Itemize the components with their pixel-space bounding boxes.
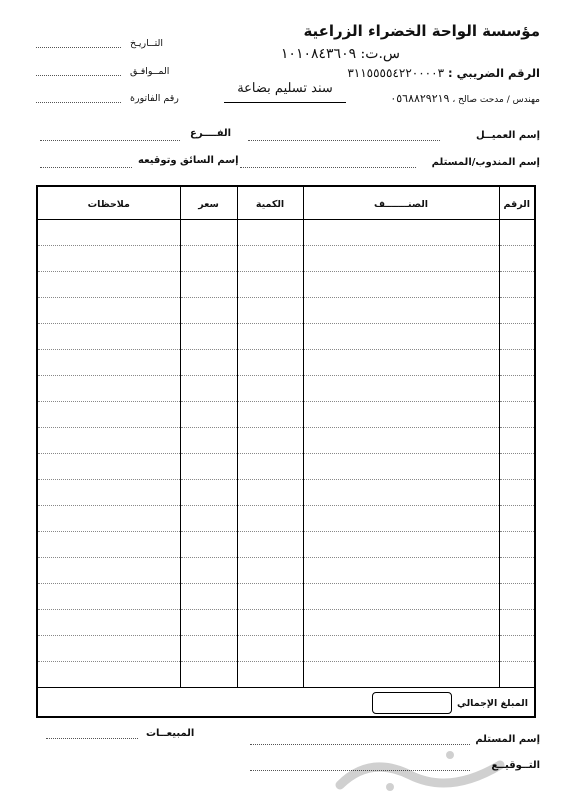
row-number-cell[interactable] (499, 557, 535, 583)
row-number-cell[interactable] (499, 531, 535, 557)
row-price-cell[interactable] (180, 349, 237, 375)
invoice-number-label: رقم الفاتورة (130, 93, 179, 104)
row-item-cell[interactable] (303, 401, 499, 427)
table-row (37, 297, 535, 323)
row-price-cell[interactable] (180, 583, 237, 609)
col-price-header: سعر (180, 186, 237, 219)
row-number-cell[interactable] (499, 219, 535, 245)
row-item-cell[interactable] (303, 323, 499, 349)
row-quantity-cell[interactable] (237, 427, 303, 453)
row-quantity-cell[interactable] (237, 401, 303, 427)
row-notes-cell[interactable] (37, 531, 180, 557)
signature-label: التــوقيــع (491, 760, 540, 771)
row-quantity-cell[interactable] (237, 479, 303, 505)
row-price-cell[interactable] (180, 479, 237, 505)
row-item-cell[interactable] (303, 583, 499, 609)
row-number-cell[interactable] (499, 583, 535, 609)
row-price-cell[interactable] (180, 531, 237, 557)
row-quantity-cell[interactable] (237, 635, 303, 661)
row-notes-cell[interactable] (37, 453, 180, 479)
table-row (37, 245, 535, 271)
row-notes-cell[interactable] (37, 661, 180, 687)
row-number-cell[interactable] (499, 271, 535, 297)
representative-line[interactable] (240, 167, 416, 168)
customer-line[interactable] (248, 140, 440, 141)
table-row (37, 219, 535, 245)
row-quantity-cell[interactable] (237, 219, 303, 245)
row-price-cell[interactable] (180, 453, 237, 479)
branch-label: الفــــرع (190, 128, 232, 139)
row-quantity-cell[interactable] (237, 271, 303, 297)
date-label: التــاريـخ (130, 38, 164, 49)
row-notes-cell[interactable] (37, 245, 180, 271)
row-notes-cell[interactable] (37, 505, 180, 531)
tax-label: الرقم الضريبي : (448, 66, 540, 80)
row-number-cell[interactable] (499, 245, 535, 271)
row-quantity-cell[interactable] (237, 531, 303, 557)
table-row (37, 453, 535, 479)
row-notes-cell[interactable] (37, 297, 180, 323)
row-notes-cell[interactable] (37, 349, 180, 375)
row-item-cell[interactable] (303, 661, 499, 687)
col-item-header: الصنـــــــف (303, 186, 499, 219)
row-notes-cell[interactable] (37, 479, 180, 505)
row-item-cell[interactable] (303, 609, 499, 635)
row-quantity-cell[interactable] (237, 375, 303, 401)
representative-label: إسم المندوب/المستلم (431, 157, 540, 168)
row-number-cell[interactable] (499, 635, 535, 661)
table-row (37, 401, 535, 427)
watermark-logo (330, 745, 510, 795)
row-notes-cell[interactable] (37, 609, 180, 635)
table-row (37, 479, 535, 505)
row-number-cell[interactable] (499, 479, 535, 505)
row-item-cell[interactable] (303, 297, 499, 323)
date-line[interactable] (36, 47, 121, 48)
row-quantity-cell[interactable] (237, 453, 303, 479)
row-price-cell[interactable] (180, 609, 237, 635)
total-cell (37, 687, 535, 717)
row-number-cell[interactable] (499, 505, 535, 531)
row-notes-cell[interactable] (37, 557, 180, 583)
sales-line[interactable] (46, 738, 138, 739)
customer-label: إسم العميــل (476, 130, 540, 141)
row-price-cell[interactable] (180, 219, 237, 245)
row-notes-cell[interactable] (37, 323, 180, 349)
hijri-date-line[interactable] (36, 75, 121, 76)
row-notes-cell[interactable] (37, 583, 180, 609)
table-row (37, 557, 535, 583)
tax-number-row (347, 66, 540, 80)
row-number-cell[interactable] (499, 375, 535, 401)
items-table (36, 185, 536, 718)
row-quantity-cell[interactable] (237, 557, 303, 583)
total-row (37, 687, 535, 717)
table-row (37, 271, 535, 297)
table-row (37, 505, 535, 531)
row-notes-cell[interactable] (37, 219, 180, 245)
col-number-header: الرقم (499, 186, 535, 219)
row-item-cell[interactable] (303, 505, 499, 531)
contact-row (390, 92, 540, 105)
tax-number: ٣١١٥٥٥٥٤٢٢٠٠٠٠٣ (347, 66, 445, 80)
row-price-cell[interactable] (180, 557, 237, 583)
table-body (37, 219, 535, 717)
row-price-cell[interactable] (180, 297, 237, 323)
commercial-register: س.ت: ١٠١٠٨٤٣٦٠٩ (280, 46, 400, 62)
row-item-cell[interactable] (303, 635, 499, 661)
row-item-cell[interactable] (303, 271, 499, 297)
row-notes-cell[interactable] (37, 427, 180, 453)
row-notes-cell[interactable] (37, 375, 180, 401)
row-quantity-cell[interactable] (237, 297, 303, 323)
row-price-cell[interactable] (180, 635, 237, 661)
sales-label: المبيعــات (146, 728, 195, 739)
contact-name: مهندس / مدحت صالح ، (452, 95, 540, 105)
row-price-cell[interactable] (180, 271, 237, 297)
row-notes-cell[interactable] (37, 635, 180, 661)
row-price-cell[interactable] (180, 661, 237, 687)
row-quantity-cell[interactable] (237, 323, 303, 349)
row-number-cell[interactable] (499, 349, 535, 375)
row-price-cell[interactable] (180, 375, 237, 401)
total-label: المبلغ الإجمالي (456, 697, 528, 709)
table-row (37, 531, 535, 557)
row-number-cell[interactable] (499, 323, 535, 349)
hijri-date-label: المــوافـق (130, 66, 170, 77)
row-price-cell[interactable] (180, 245, 237, 271)
row-number-cell[interactable] (499, 427, 535, 453)
row-item-cell[interactable] (303, 375, 499, 401)
contact-phone: ٠٥٦٨٨٢٩٢١٩ (390, 92, 450, 105)
row-number-cell[interactable] (499, 297, 535, 323)
row-item-cell[interactable] (303, 531, 499, 557)
row-quantity-cell[interactable] (237, 661, 303, 687)
table-row (37, 427, 535, 453)
document-title: سند تسليم بضاعة (224, 78, 346, 103)
invoice-number-line[interactable] (36, 102, 121, 103)
branch-line[interactable] (40, 140, 180, 141)
row-item-cell[interactable] (303, 557, 499, 583)
receiver-label: إسم المستلم (475, 734, 540, 745)
row-notes-cell[interactable] (37, 271, 180, 297)
row-quantity-cell[interactable] (237, 245, 303, 271)
row-quantity-cell[interactable] (237, 349, 303, 375)
row-price-cell[interactable] (180, 427, 237, 453)
total-amount-box[interactable] (372, 692, 452, 714)
row-item-cell[interactable] (303, 245, 499, 271)
row-price-cell[interactable] (180, 323, 237, 349)
row-item-cell[interactable] (303, 219, 499, 245)
table-row (37, 583, 535, 609)
driver-line[interactable] (40, 167, 132, 168)
table-row (37, 349, 535, 375)
row-quantity-cell[interactable] (237, 609, 303, 635)
table-row (37, 323, 535, 349)
company-name: مؤسسة الواحة الخضراء الزراعية (303, 22, 540, 40)
row-quantity-cell[interactable] (237, 583, 303, 609)
row-number-cell[interactable] (499, 453, 535, 479)
driver-label: إسم السائق وتوقيعه (138, 155, 239, 166)
row-number-cell[interactable] (499, 609, 535, 635)
row-item-cell[interactable] (303, 479, 499, 505)
table-row (37, 375, 535, 401)
row-item-cell[interactable] (303, 427, 499, 453)
col-notes-header: ملاحظات (37, 186, 180, 219)
table-header-row (37, 186, 535, 219)
table-row (37, 661, 535, 687)
row-item-cell[interactable] (303, 453, 499, 479)
table-row (37, 635, 535, 661)
row-notes-cell[interactable] (37, 401, 180, 427)
row-number-cell[interactable] (499, 401, 535, 427)
row-item-cell[interactable] (303, 349, 499, 375)
row-number-cell[interactable] (499, 661, 535, 687)
row-price-cell[interactable] (180, 401, 237, 427)
row-price-cell[interactable] (180, 505, 237, 531)
table-row (37, 609, 535, 635)
row-quantity-cell[interactable] (237, 505, 303, 531)
col-quantity-header: الكمية (237, 186, 303, 219)
